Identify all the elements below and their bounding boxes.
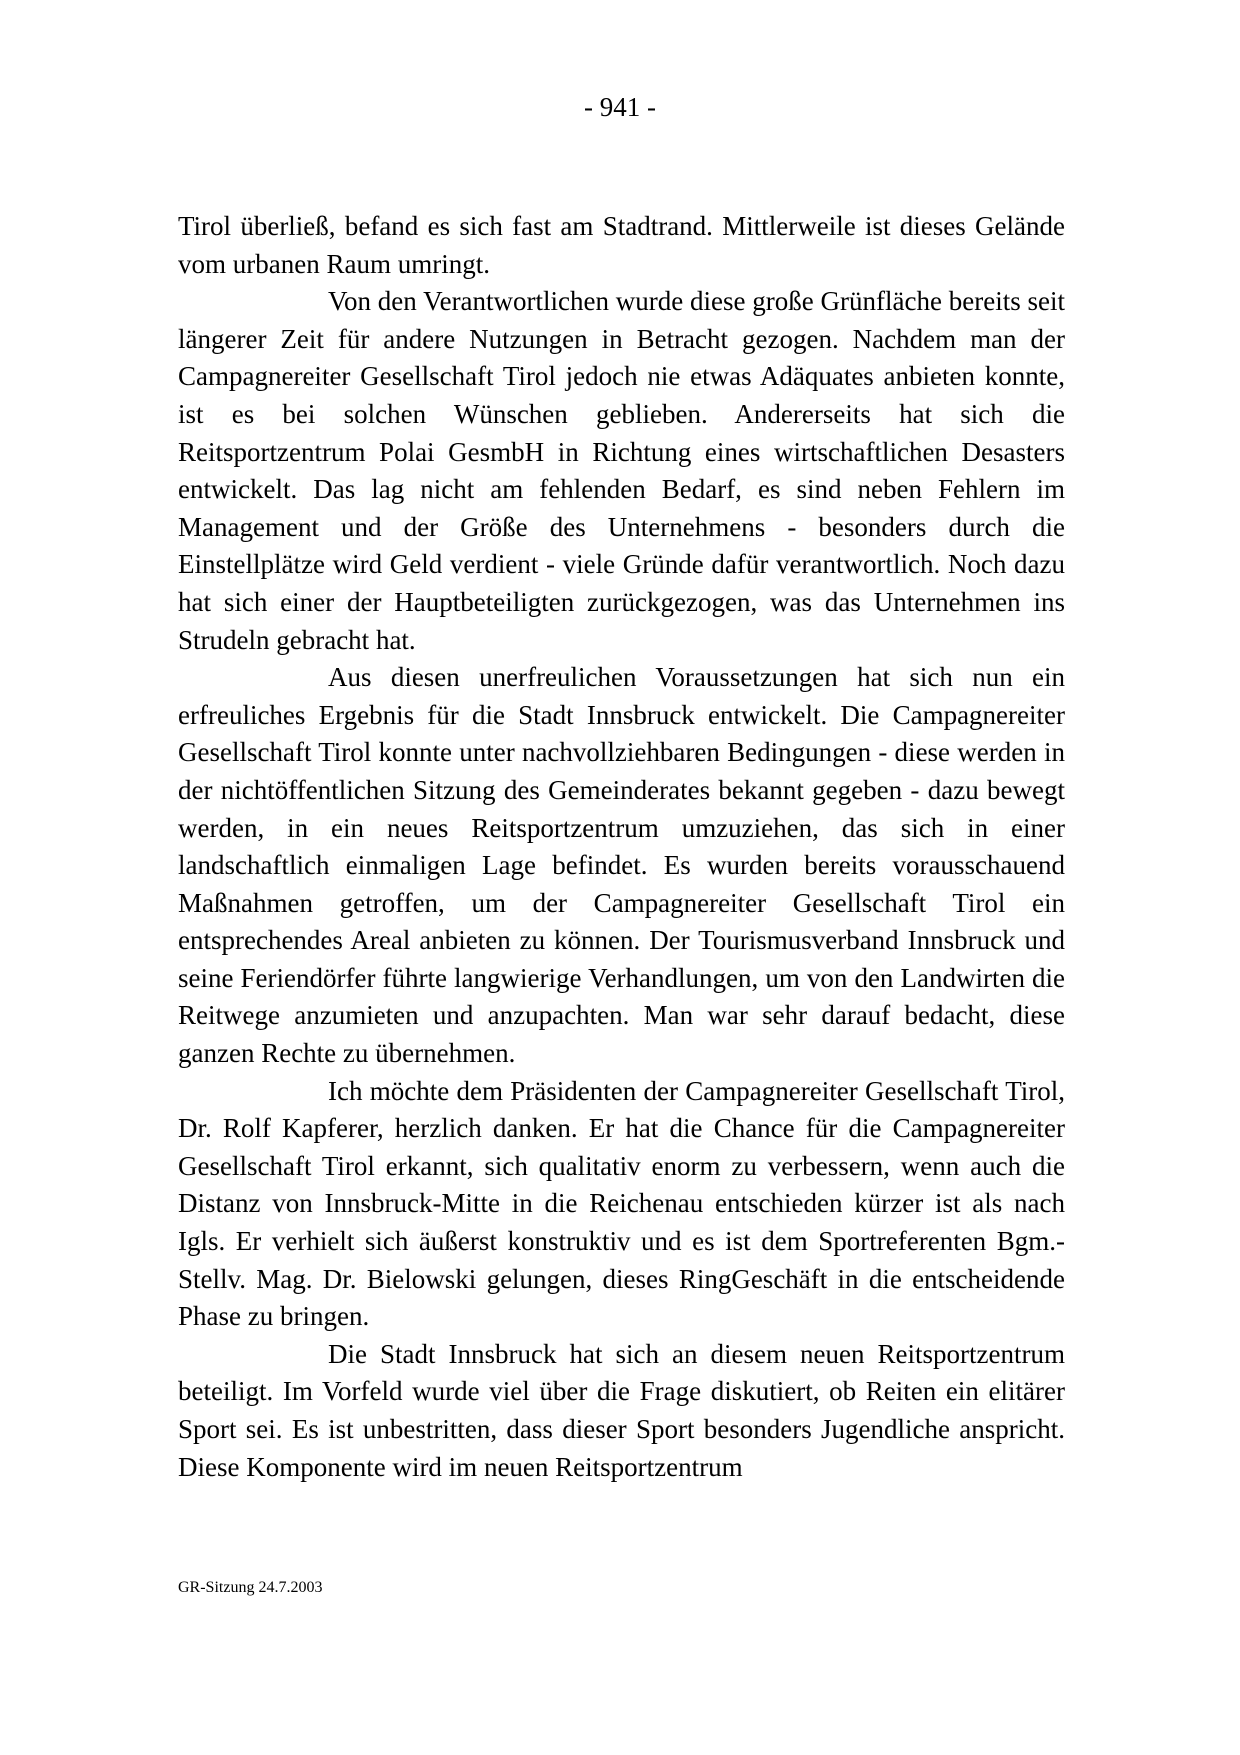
page-number: - 941 -	[584, 92, 656, 122]
footer-session-date: GR-Sitzung 24.7.2003	[178, 1579, 323, 1596]
paragraph-5: Die Stadt Innsbruck hat sich an diesem neuen Reitsportzentrum beteiligt. Im Vorfeld wurde viel über die Frage diskutiert, ob Reiten ein elitärer Sport sei. Es ist unbestritten, dass dieser Sport besonders Jugendliche anspricht. Diese Komponente wird im neuen Reitsportzentrum	[178, 1338, 1065, 1482]
paragraph-4: Ich möchte dem Präsidenten der Campagnereiter Gesellschaft Tirol, Dr. Rolf Kapferer, herzlich danken. Er hat die Chance für die Campagnereiter Gesellschaft Tirol erkannt, sich qualitativ enorm zu verbessern, wenn auch die Distanz von Innsbruck-Mitte in die Reichenau entschieden kürzer ist als nach Igls. Er verhielt sich äußerst konstruktiv und es ist dem Sportreferenten Bgm.-Stellv. Mag. Dr. Bielowski gelungen, dieses RingGeschäft in die entscheidende Phase zu bringen.	[178, 1075, 1065, 1332]
paragraph-1: Tirol überließ, befand es sich fast am Stadtrand. Mittlerweile ist dieses Gelände vom urbanen Raum umringt.	[178, 211, 1065, 279]
body-text	[178, 208, 1065, 1486]
paragraph-2: Von den Verantwortlichen wurde diese große Grünfläche bereits seit längerer Zeit für andere Nutzungen in Betracht gezogen. Nachdem man der Campagnereiter Gesellschaft Tirol jedoch nie etwas Adäquates anbieten konnte, ist es bei solchen Wünschen geblieben. Andererseits hat sich die Reitsportzentrum Polai GesmbH in Richtung eines wirtschaftlichen Desasters entwickelt. Das lag nicht am fehlenden Bedarf, es sind neben Fehlern im Management und der Größe des Unternehmens - besonders durch die Einstellplätze wird Geld verdient - viele Gründe dafür verantwortlich. Noch dazu hat sich einer der Hauptbeteiligten zurückgezogen, was das Unternehmen ins Strudeln gebracht hat.	[178, 286, 1065, 655]
paragraph-3: Aus diesen unerfreulichen Voraussetzungen hat sich nun ein erfreuliches Ergebnis für die Stadt Innsbruck entwickelt. Die Campagnereiter Gesellschaft Tirol konnte unter nachvollziehbaren Bedingungen - diese werden in der nichtöffentlichen Sitzung des Gemeinderates bekannt gegeben - dazu bewegt werden, in ein neues Reitsportzentrum umzuziehen, das sich in einer landschaftlich einmaligen Lage befindet. Es wurden bereits vorausschauend Maßnahmen getroffen, um der Campagnereiter Gesellschaft Tirol ein entsprechendes Areal anbieten zu können. Der Tourismusverband Innsbruck und seine Feriendörfer führte langwierige Verhandlungen, um von den Landwirten die Reitwege anzumieten und anzupachten. Man war sehr darauf bedacht, diese ganzen Rechte zu übernehmen.	[178, 662, 1065, 1069]
